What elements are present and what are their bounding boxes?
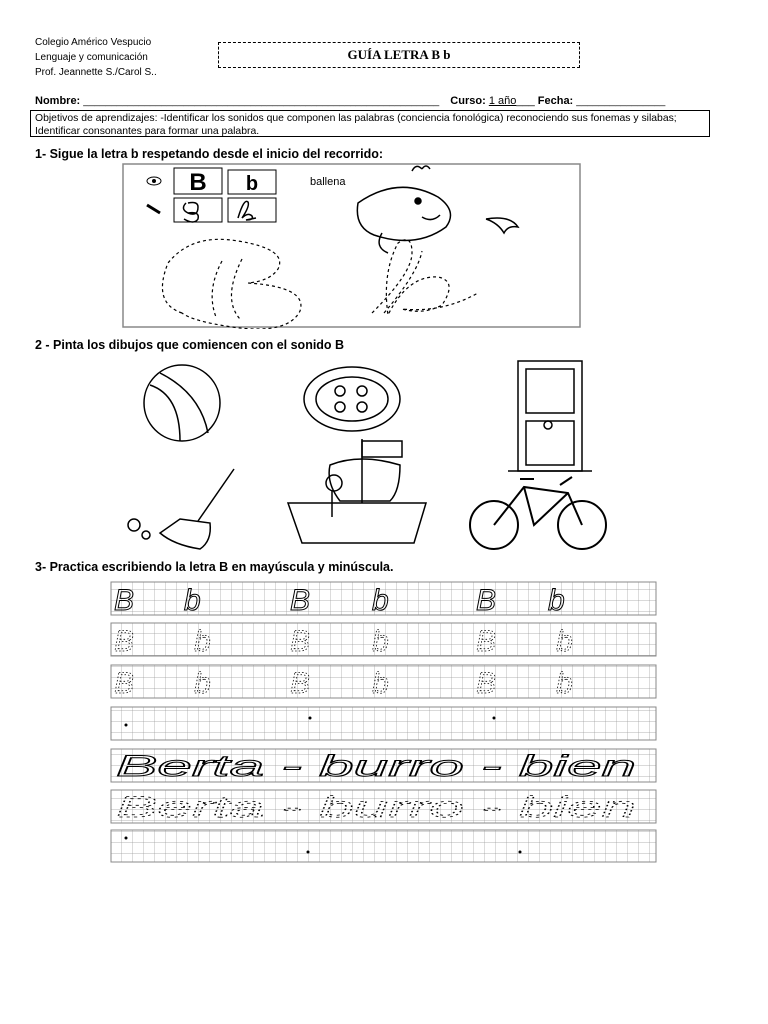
whale-icon xyxy=(357,166,518,253)
cursive-lower-b-sample xyxy=(238,201,256,220)
subject-name: Lenguaje y comunicación xyxy=(35,52,148,63)
section1-title: 1- Sigue la letra b respetando desde el inicio del recorrido: xyxy=(35,147,384,161)
grid-row-4[interactable] xyxy=(111,707,656,740)
objectives-box xyxy=(30,110,710,137)
model-letter-6: b xyxy=(548,584,565,617)
dotted-letter-a6: b xyxy=(556,625,573,658)
dotted-letter-b3: B xyxy=(290,667,311,700)
model-letter-4: b xyxy=(372,584,389,617)
pencil-icon xyxy=(147,205,160,213)
print-lower-b: b xyxy=(245,173,259,195)
eye-icon xyxy=(147,177,161,185)
handwriting-practice-grids xyxy=(110,578,658,864)
dotted-letter-a5: B xyxy=(476,625,497,658)
school-name: Colegio Américo Vespucio xyxy=(35,37,152,48)
broom-icon[interactable] xyxy=(128,469,234,549)
date-label: Fecha: xyxy=(537,95,574,107)
course-value: 1 año xyxy=(488,95,517,107)
model-letter-3: B xyxy=(290,584,311,617)
model-letter-2: b xyxy=(184,584,201,617)
model-letter-5: B xyxy=(476,584,497,617)
dotted-letter-a2: b xyxy=(194,625,211,658)
word-ballena: ballena xyxy=(310,176,346,188)
pirate-ship-icon[interactable] xyxy=(288,439,426,543)
grid-row-7[interactable] xyxy=(111,830,656,862)
dotted-words-line: Berta - burro - bien xyxy=(116,791,636,824)
worksheet-title-text: GUÍA LETRA B b xyxy=(347,47,451,62)
dotted-letter-b1: B xyxy=(114,667,135,700)
coloring-pictures xyxy=(100,355,620,560)
dotted-letter-a1: B xyxy=(114,625,135,658)
course-blank[interactable]: ___ xyxy=(516,95,535,107)
date-field[interactable]: ________________ xyxy=(576,96,666,107)
dotted-letter-b2: b xyxy=(194,667,211,700)
name-field[interactable]: ________________________________________________________________ xyxy=(83,96,440,107)
cursive-upper-b-sample xyxy=(183,203,198,223)
tracing-letter-panel xyxy=(122,163,582,329)
ball-icon[interactable] xyxy=(144,365,220,441)
dotted-letter-b5: B xyxy=(476,667,497,700)
dotted-letter-b6: b xyxy=(556,667,573,700)
model-letter-1: B xyxy=(114,584,135,617)
section3-title: 3- Practica escribiendo la letra B en mayúscula y minúscula. xyxy=(35,560,394,574)
door-icon[interactable] xyxy=(508,361,592,471)
student-info-row xyxy=(35,95,715,107)
bicycle-icon[interactable] xyxy=(470,477,606,549)
objectives-text: Objetivos de aprendizajes: -Identificar los sonidos que componen las palabras (conciencia fonológica) reconociendo sus fonemas y silabas; Identificar consonantes para formar una palabra. xyxy=(35,113,677,137)
teacher-name: Prof. Jeannette S./Carol S.. xyxy=(35,67,157,78)
print-upper-b: B xyxy=(189,169,207,196)
button-icon[interactable] xyxy=(304,367,400,431)
section2-title: 2 - Pinta los dibujos que comiencen con el sonido B xyxy=(35,338,345,352)
worksheet-title xyxy=(218,42,580,68)
tracing-cursive-lower-b xyxy=(372,240,478,315)
dotted-letter-a3: B xyxy=(290,625,311,658)
dotted-letter-a4: b xyxy=(372,625,389,658)
tracing-cursive-upper-b xyxy=(162,239,301,329)
model-words-line: Berta - burro - bien xyxy=(116,750,636,783)
dotted-letter-b4: b xyxy=(372,667,389,700)
course-label: Curso: xyxy=(450,95,486,107)
name-label: Nombre: xyxy=(35,95,81,107)
